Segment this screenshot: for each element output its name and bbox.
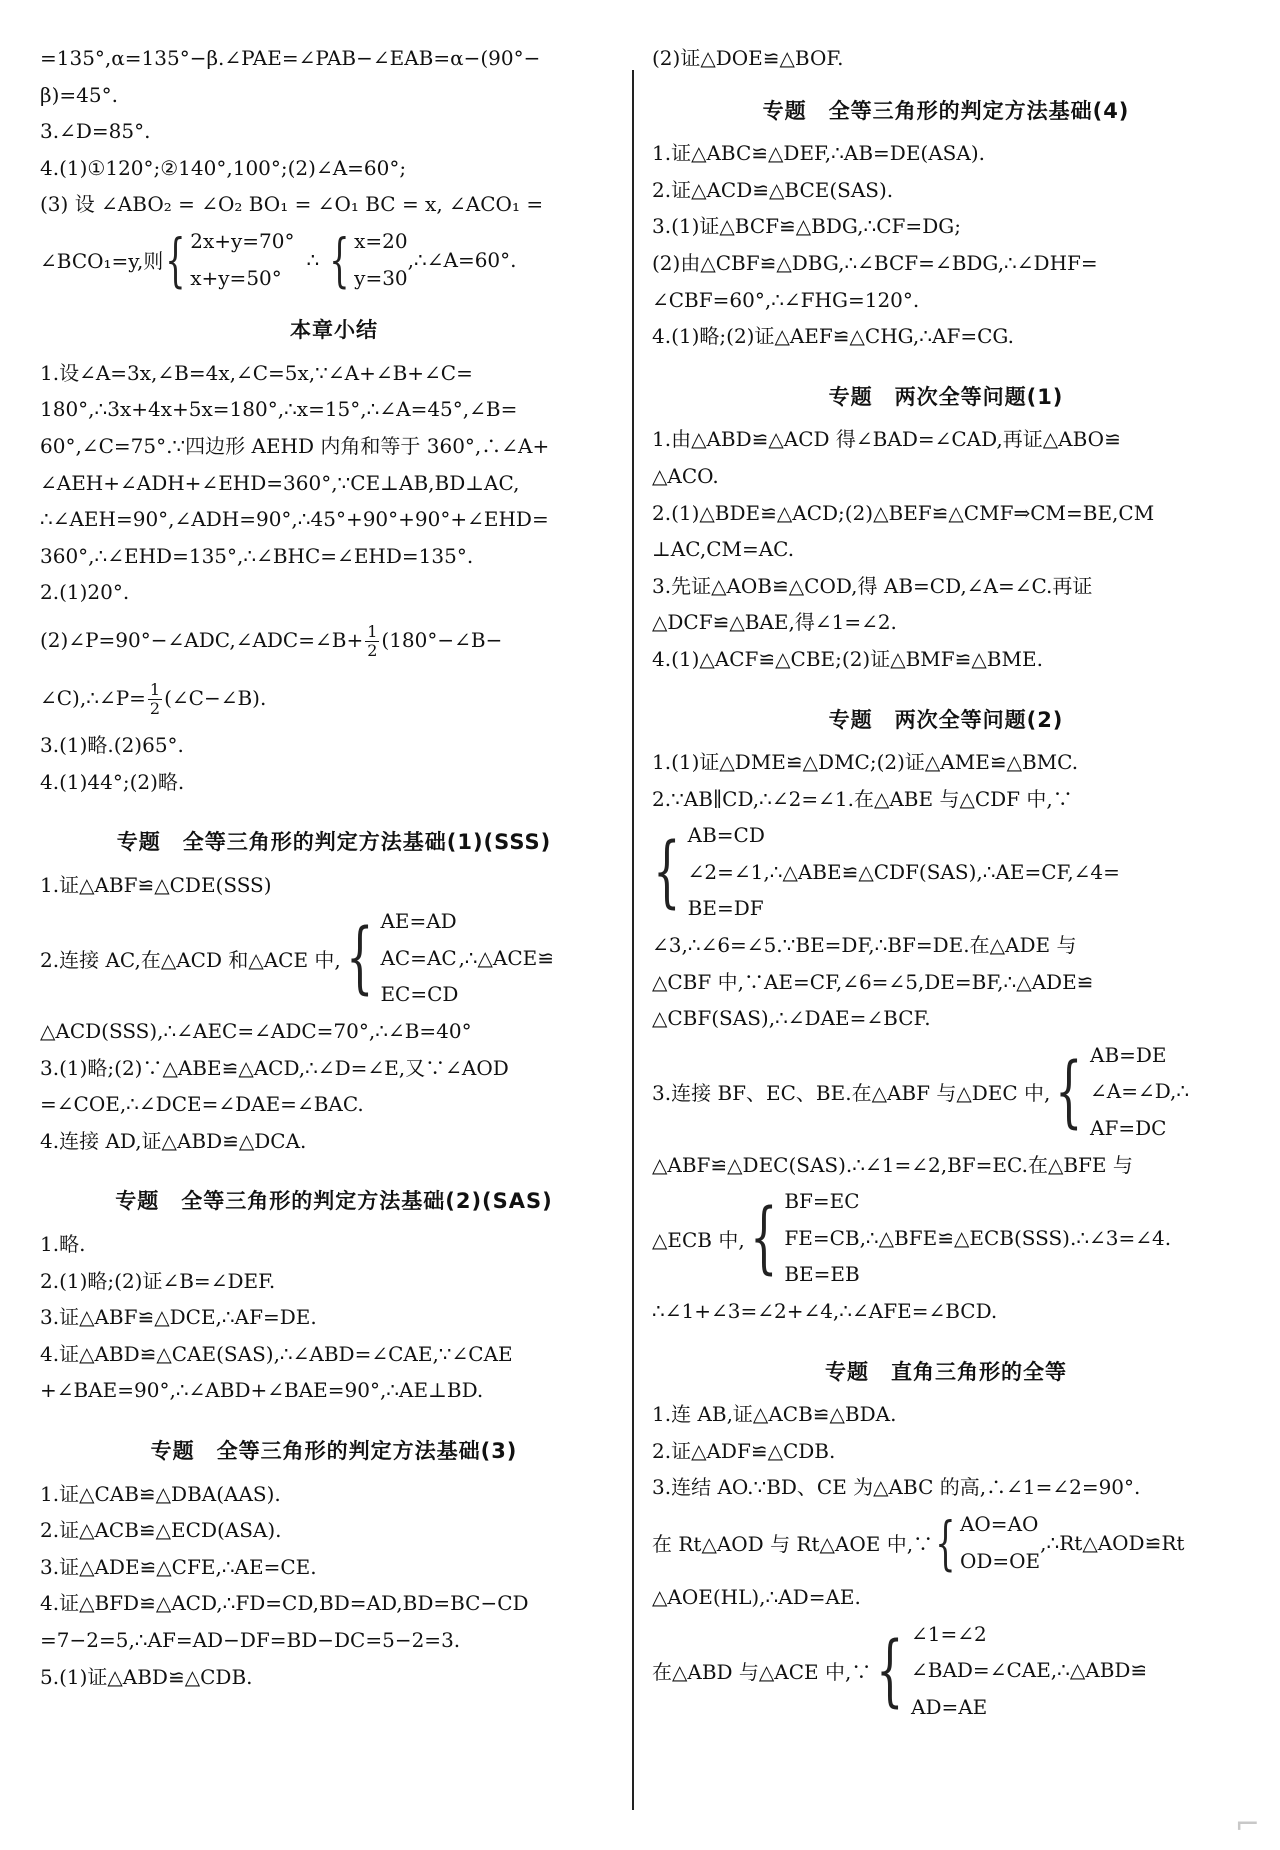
equation-system	[354, 223, 408, 296]
text-line: =135°,α=135°−β.∠PAE=∠PAB−∠EAB=α−(90°−	[40, 46, 541, 70]
equation-system	[784, 1183, 1171, 1293]
text-line: △ABF≌△DEC(SAS).∴∠1=∠2,BF=EC.在△BFE 与	[652, 1152, 1133, 1177]
equation: y=30	[354, 265, 408, 290]
section-title-basic-3: 专题 全等三角形的判定方法基础(3)	[150, 1439, 518, 1463]
text-line: 3.先证△AOB≌△COD,得 AB=CD,∠A=∠C.再证	[652, 573, 1093, 598]
equation: ∠A=∠D,∴	[1090, 1079, 1190, 1104]
text-line: 2.∵AB∥CD,∴∠2=∠1.在△ABE 与△CDF 中,∵	[652, 786, 1073, 811]
text-fragment: (∠C−∠B).	[164, 685, 267, 710]
section-title-sas: 专题 全等三角形的判定方法基础(2)(SAS)	[115, 1189, 553, 1214]
text-fragment: (2)∠P=90°−∠ADC,∠ADC=∠B+	[40, 627, 364, 652]
text-line: △AOE(HL),∴AD=AE.	[652, 1585, 861, 1610]
section-title-right-triangle: 专题 直角三角形的全等	[825, 1359, 1067, 1384]
equation: ∠2=∠1,∴△ABE≌△CDF(SAS),∴AE=CF,∠4=	[687, 859, 1120, 884]
equation: AO=AO	[959, 1511, 1039, 1536]
equation-system	[380, 903, 458, 1013]
text-line: 1.(1)证△DME≌△DMC;(2)证△AME≌△BMC.	[652, 750, 1079, 775]
text-line: ∠AEH+∠ADH+∠EHD=360°,∵CE⊥AB,BD⊥AC,	[40, 470, 520, 495]
equation-system	[190, 223, 294, 296]
text-line: =7−2=5,∴AF=AD−DF=BD−DC=5−2=3.	[40, 1627, 461, 1652]
section-title-sss: 专题 全等三角形的判定方法基础(1)(SSS)	[116, 830, 552, 855]
equation-system-row	[40, 223, 628, 296]
text-line: 3.连结 AO.∵BD、CE 为△ABC 的高,∴∠1=∠2=90°.	[652, 1475, 1141, 1500]
left-brace: {	[653, 827, 681, 918]
text-line: 4.(1)△ACF≌△CBE;(2)证△BMF≌△BME.	[652, 646, 1043, 671]
equation: AB=CD	[687, 823, 765, 848]
text-line: 1.连 AB,证△ACB≌△BDA.	[652, 1402, 897, 1427]
text-line: 1.证△ABC≌△DEF,∴AB=DE(ASA).	[652, 141, 985, 166]
text-fragment: ∠BCO₁=y,则	[40, 249, 164, 274]
equation-system-row	[652, 817, 1240, 927]
equation: ∠1=∠2	[911, 1621, 987, 1646]
equation-system-row	[652, 1616, 1240, 1726]
text-fragment: 在 Rt△AOD 与 Rt△AOE 中,∵	[652, 1532, 934, 1557]
left-brace: {	[876, 1625, 904, 1716]
fraction-numerator: 1	[367, 621, 378, 641]
text-fragment: △ECB 中,	[652, 1227, 745, 1252]
left-brace: {	[165, 225, 186, 294]
text-fragment: 在△ABD 与△ACE 中,∵	[652, 1660, 872, 1685]
equation: AD=AE	[911, 1694, 988, 1719]
equation: 2x+y=70°	[190, 228, 295, 253]
equation: OD=OE	[959, 1548, 1041, 1573]
text-line: 4.(1)44°;(2)略.	[40, 769, 185, 794]
section-title-twice-1: 专题 两次全等问题(1)	[828, 384, 1064, 409]
text-fragment: ,∴△ACE≌	[458, 946, 555, 971]
text-line: (2)由△CBF≌△DBG,∴∠BCF=∠BDG,∴∠DHF=	[652, 250, 1098, 275]
left-brace: {	[749, 1193, 778, 1284]
equation: EC=CD	[380, 982, 459, 1007]
text-line: 2.(1)略;(2)证∠B=∠DEF.	[40, 1268, 276, 1293]
equation-system-row	[652, 1506, 1240, 1579]
section-title-basic-4: 专题 全等三角形的判定方法基础(4)	[762, 98, 1130, 123]
text-line: 2.证△ADF≌△CDB.	[652, 1438, 836, 1463]
text-fragment: 2.连接 AC,在△ACD 和△ACE 中,	[40, 947, 341, 972]
text-line: 3.证△ABF≌△DCE,∴AF=DE.	[40, 1305, 317, 1330]
text-line: ∴∠AEH=90°,∠ADH=90°,∴45°+90°+90°+∠EHD=	[40, 507, 549, 532]
equation-system	[688, 817, 1120, 927]
text-line: 3.(1)略.(2)65°.	[40, 732, 184, 757]
text-line: 5.(1)证△ABD≌△CDB.	[40, 1664, 253, 1689]
text-line: 4.(1)略;(2)证△AEF≌△CHG,∴AF=CG.	[652, 324, 1015, 349]
left-brace: {	[1055, 1046, 1083, 1137]
text-line: (2)证△DOE≌△BOF.	[652, 46, 844, 70]
text-line: 2.(1)△BDE≌△ACD;(2)△BEF≌△CMF⇒CM=BE,CM	[652, 500, 1155, 525]
text-line: =∠COE,∴∠DCE=∠DAE=∠BAC.	[40, 1092, 364, 1117]
text-line: 1.证△CAB≌△DBA(AAS).	[40, 1481, 281, 1506]
text-line: 60°,∠C=75°.∵四边形 AEHD 内角和等于 360°,∴∠A+	[40, 433, 550, 458]
text-line: 2.证△ACD≌△BCE(SAS).	[652, 177, 894, 202]
text-fragment: ∠C),∴∠P=	[40, 685, 146, 710]
equation-system	[1090, 1037, 1189, 1147]
text-line: △CBF(SAS),∴∠DAE=∠BCF.	[652, 1006, 931, 1031]
text-fragment: ,∴Rt△AOD≌Rt	[1040, 1530, 1185, 1555]
text-line: 1.由△ABD≌△ACD 得∠BAD=∠CAD,再证△ABO≌	[652, 427, 1121, 452]
text-line: 180°,∴3x+4x+5x=180°,∴x=15°,∴∠A=45°,∠B=	[40, 397, 518, 422]
text-line: 4.连接 AD,证△ABD≌△DCA.	[40, 1128, 307, 1153]
fraction-denominator: 2	[149, 698, 161, 718]
fraction	[148, 681, 162, 718]
text-line: △ACO.	[652, 463, 719, 488]
column-divider	[632, 70, 634, 1810]
equation: BE=DF	[687, 896, 764, 921]
text-line: 4.证△ABD≌△CAE(SAS),∴∠ABD=∠CAE,∵∠CAE	[40, 1341, 513, 1366]
equation-system	[960, 1506, 1040, 1579]
text-line: +∠BAE=90°,∴∠ABD+∠BAE=90°,∴AE⊥BD.	[40, 1378, 484, 1403]
equation: AE=AD	[380, 909, 457, 934]
left-column	[40, 40, 628, 1695]
text-line: △CBF 中,∵AE=CF,∠6=∠5,DE=BF,∴△ADE≌	[652, 969, 1094, 994]
left-brace: {	[329, 225, 350, 294]
text-line: 4.证△BFD≌△ACD,∴FD=CD,BD=AD,BD=BC−CD	[40, 1591, 529, 1616]
right-column	[652, 40, 1240, 1726]
equation-system-row	[652, 1037, 1240, 1147]
text-line: 3.(1)证△BCF≌△BDG,∴CF=DG;	[652, 214, 961, 239]
text-line: ⊥AC,CM=AC.	[652, 537, 795, 562]
text-line: 3.证△ADE≌△CFE,∴AE=CE.	[40, 1554, 317, 1579]
text-line: 4.(1)①120°;②140°,100°;(2)∠A=60°;	[40, 155, 407, 180]
text-fragment: ,∴∠A=60°.	[407, 247, 517, 272]
fraction-line	[40, 669, 628, 727]
text-line: 1.略.	[40, 1232, 86, 1257]
fraction-numerator: 1	[149, 679, 161, 699]
text-line: 1.设∠A=3x,∠B=4x,∠C=5x,∵∠A+∠B+∠C=	[40, 360, 473, 385]
equation-system-row	[40, 903, 628, 1013]
text-line: 2.(1)20°.	[40, 580, 130, 605]
text-line: △DCF≌△BAE,得∠1=∠2.	[652, 610, 897, 635]
equation: BF=EC	[784, 1189, 860, 1214]
text-line: ∠3,∴∠6=∠5.∵BE=DF,∴BF=DE.在△ADE 与	[652, 933, 1077, 958]
fraction-line	[40, 611, 628, 669]
text-line: β)=45°.	[40, 82, 118, 107]
equation: x=20	[354, 228, 408, 253]
therefore-symbol: ∴	[306, 247, 320, 272]
equation: FE=CB,∴△BFE≌△ECB(SSS).∴∠3=∠4.	[784, 1225, 1172, 1250]
equation-system	[911, 1616, 1147, 1726]
text-line: ∠CBF=60°,∴∠FHG=120°.	[652, 287, 920, 312]
equation: AF=DC	[1090, 1116, 1167, 1141]
equation: AC=AC	[380, 945, 457, 970]
text-line: ∴∠1+∠3=∠2+∠4,∴∠AFE=∠BCD.	[652, 1299, 998, 1323]
text-line: △ACD(SSS),∴∠AEC=∠ADC=70°,∴∠B=40°	[40, 1019, 472, 1044]
left-brace: {	[345, 913, 374, 1004]
equation-system-row	[652, 1183, 1240, 1293]
text-line: 1.证△ABF≌△CDE(SSS)	[40, 872, 272, 897]
equation: AB=DE	[1090, 1042, 1167, 1067]
section-title-twice-2: 专题 两次全等问题(2)	[828, 707, 1064, 732]
text-line: 360°,∴∠EHD=135°,∴∠BHC=∠EHD=135°.	[40, 543, 474, 568]
equation: BE=EB	[784, 1262, 860, 1287]
fraction	[365, 623, 379, 660]
text-line: (3) 设 ∠ABO₂ = ∠O₂ BO₁ = ∠O₁ BC = x, ∠ACO₁ =	[40, 192, 544, 217]
fraction-denominator: 2	[367, 640, 378, 660]
section-title-summary: 本章小结	[290, 318, 378, 343]
text-fragment: 3.连接 BF、EC、BE.在△ABF 与△DEC 中,	[652, 1081, 1051, 1106]
equation: x+y=50°	[190, 265, 282, 290]
equation: ∠BAD=∠CAE,∴△ABD≌	[911, 1658, 1148, 1683]
text-line: 2.证△ACB≌△ECD(ASA).	[40, 1518, 282, 1543]
text-line: 3.(1)略;(2)∵△ABE≌△ACD,∴∠D=∠E,又∵∠AOD	[40, 1055, 509, 1080]
page-curl-icon: ⌐	[1234, 1807, 1262, 1842]
text-fragment: (180°−∠B−	[381, 627, 503, 652]
left-brace: {	[935, 1508, 956, 1577]
text-line: 3.∠D=85°.	[40, 119, 151, 144]
